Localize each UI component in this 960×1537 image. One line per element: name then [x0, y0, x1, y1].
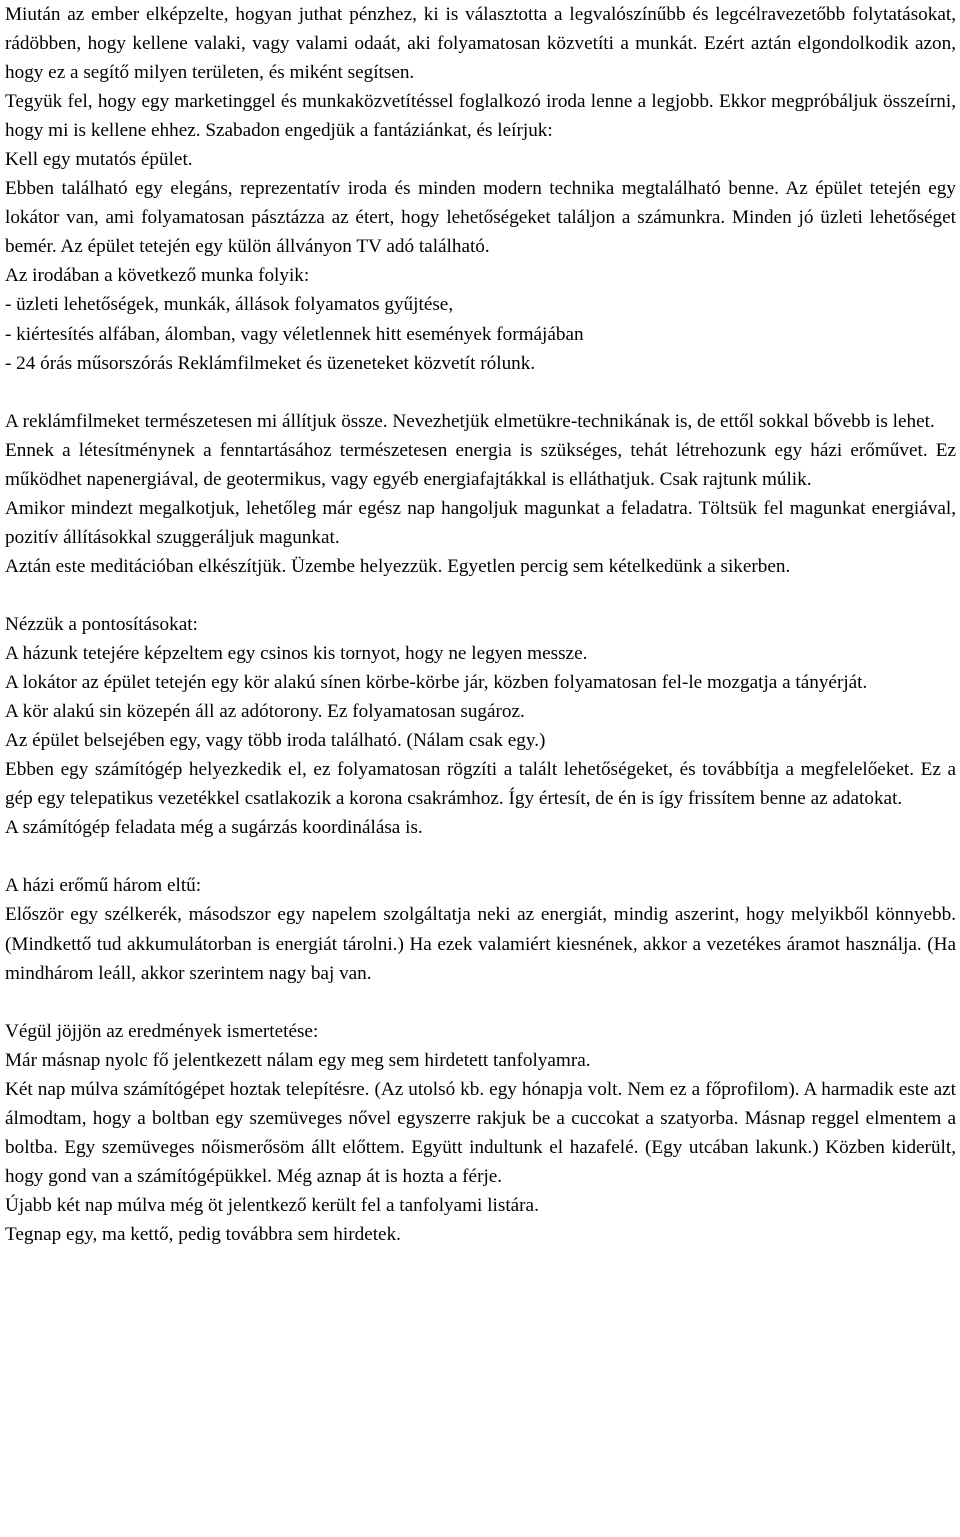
- paragraph-power-plant: Ennek a létesítménynek a fenntartásához természetesen energia is szükséges, tehát létrehozunk egy házi erőművet. Ez működhet napenergiával, de geotermikus, vagy egyéb energiafajtákkal is elláthatjuk. Csak rajtunk múlik.: [5, 439, 956, 490]
- list-item-collecting: - üzleti lehetőségek, munkák, állások folyamatos gyűjtése,: [5, 294, 454, 316]
- paragraph-power-sources: Először egy szélkerék, másodszor egy napelem szolgáltatja neki az energiát, mindig aszerint, hogy melyikből könnyebb. (Mindkettő tud akkumulátorban is energiát tárolni.) Ha ezek valamiért kiesnének, akkor a vezetékes áramot használja. (Ha mindhárom leáll, akkor szerintem nagy baj van.: [5, 904, 956, 984]
- paragraph-ads: A reklámfilmeket természetesen mi állítjuk össze. Nevezhetjük elmetükre-technikának is, de ettől sokkal bővebb is lehet.: [5, 410, 935, 432]
- paragraph-tuning: Amikor mindezt megalkotjuk, lehetőleg már egész nap hangoljuk magunkat a feladatra. Töltsük fel magunkat energiával, pozitív állításokkal szuggeráljuk magunkat.: [5, 497, 956, 548]
- paragraph-office-description: Ebben található egy elegáns, reprezentatív iroda és minden modern technika megtalálható benne. Az épület tetején egy lokátor van, ami folyamatosan pásztázza az étert, hogy lehetőségeket találjon a számunkra. Minden jó üzleti lehetőséget bemér. Az épület tetején egy külön állványon TV adó található.: [5, 178, 956, 258]
- paragraph-offices: Az épület belsejében egy, vagy több iroda található. (Nálam csak egy.): [5, 730, 546, 752]
- paragraph-building: Kell egy mutatós épület.: [5, 149, 193, 171]
- paragraph-results-heading: Végül jöjjön az eredmények ismertetése:: [5, 1020, 319, 1042]
- paragraph-computer-task: A számítógép feladata még a sugárzás koordinálása is.: [5, 817, 423, 839]
- paragraph-work-heading: Az irodában a következő munka folyik:: [5, 265, 310, 287]
- paragraph-office-idea: Tegyük fel, hogy egy marketinggel és munkaközvetítéssel foglalkozó iroda lenne a legjobb. Ekkor megpróbáljuk összeírni, hogy mi is kellene ehhez. Szabadon engedjük a fantáziánkat, és leírjuk:: [5, 91, 956, 142]
- paragraph-power-heading: A házi erőmű három eltű:: [5, 875, 202, 897]
- blank-line: [5, 988, 956, 1017]
- list-item-broadcast: - 24 órás műsorszórás Reklámfilmeket és üzeneteket közvetít rólunk.: [5, 352, 536, 374]
- document-page: [5, 0, 956, 1249]
- paragraph-tower: A házunk tetejére képzeltem egy csinos kis tornyot, hogy ne legyen messze.: [5, 643, 588, 665]
- blank-line: [5, 842, 956, 871]
- blank-line: [5, 378, 956, 407]
- paragraph-meditation: Aztán este meditációban elkészítjük. Üzembe helyezzük. Egyetlen percig sem kételkedünk a sikerben.: [5, 555, 791, 577]
- paragraph-result-more: Újabb két nap múlva még öt jelentkező került fel a tanfolyami listára.: [5, 1194, 539, 1216]
- paragraph-result-computer: Két nap múlva számítógépet hoztak telepítésre. (Az utolsó kb. egy hónapja volt. Nem ez a főprofilom). A harmadik este azt álmodtam, hogy a boltban egy szemüveges nővel egyszerre rakjuk be a cuccokat a szatyorba. Másnap reggel elmentem a boltba. Egy szemüveges nőismerősöm állt előttem. Együtt indultunk el hazafelé. (Egy utcában lakunk.) Közben kiderült, hogy gond van a számítógépükkel. Még aznap át is hozta a férje.: [5, 1078, 956, 1187]
- blank-line: [5, 581, 956, 610]
- paragraph-result-course: Már másnap nyolc fő jelentkezett nálam egy meg sem hirdetett tanfolyamra.: [5, 1049, 591, 1071]
- paragraph-result-today: Tegnap egy, ma kettő, pedig továbbra sem hirdetek.: [5, 1223, 401, 1245]
- paragraph-transmitter: A kör alakú sin közepén áll az adótorony. Ez folyamatosan sugároz.: [5, 701, 525, 723]
- paragraph-details-heading: Nézzük a pontosításokat:: [5, 613, 198, 635]
- paragraph-locator: A lokátor az épület tetején egy kör alakú sínen körbe-körbe jár, közben folyamatosan fel-le mozgatja a tányérját.: [5, 672, 868, 694]
- list-item-notification: - kiértesítés alfában, álomban, vagy véletlennek hitt események formájában: [5, 323, 584, 345]
- paragraph-intro: Miután az ember elképzelte, hogyan juthat pénzhez, ki is választotta a legvalószínűbb és legcélravezetőbb folytatásokat, rádöbben, hogy kellene valaki, vagy valami odaát, aki folyamatosan közvetíti a munkát. Ezért aztán elgondolkodik azon, hogy ez a segítő milyen területen, és miként segítsen.: [5, 4, 956, 84]
- paragraph-computer: Ebben egy számítógép helyezkedik el, ez folyamatosan rögzíti a talált lehetőségeket, és továbbítja a megfelelőeket. Ez a gép egy telepatikus vezetékkel csatlakozik a korona csakrámhoz. Így értesít, de én is így frissítem benne az adatokat.: [5, 759, 956, 810]
